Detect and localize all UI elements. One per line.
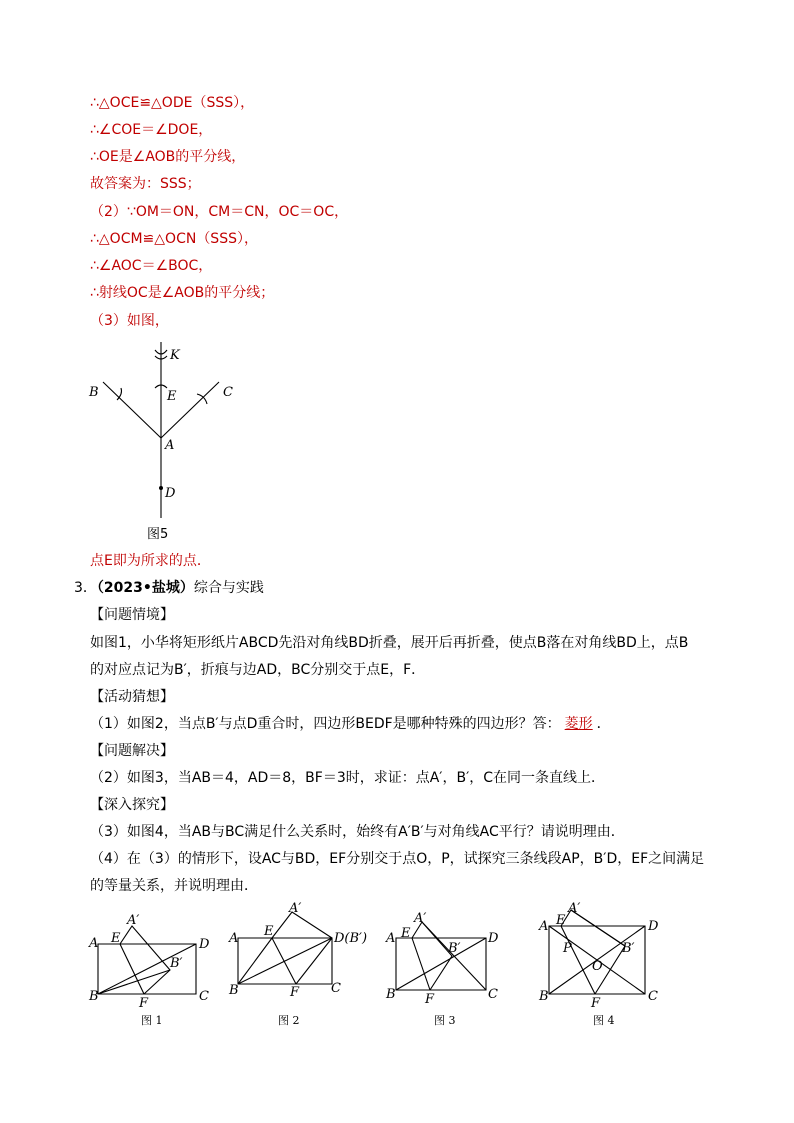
solution-line-3: ∴OE是∠AOB的平分线， [90, 149, 246, 165]
fig4-label-c: C [648, 989, 658, 1004]
fig2-label-ap: A′ [289, 901, 302, 916]
fig1-caption: 图 1 [141, 1014, 163, 1027]
figure-5 [85, 338, 265, 548]
heading-deep-exploration: 【深入探究】 [90, 797, 174, 813]
fig4-label-a: A [539, 919, 549, 934]
fig2-label-e: E [264, 924, 274, 939]
fig5-arc-b [117, 388, 122, 400]
fig1-label-c: C [199, 989, 209, 1004]
fig1-fold-ef [120, 944, 144, 994]
fig2-label-b: B [229, 983, 239, 998]
fig1-label-b: B [89, 989, 99, 1004]
fig3-label-d: D [488, 931, 499, 946]
fig2-label-f: F [290, 985, 300, 1000]
solution-line-2: ∴∠COE＝∠DOE， [90, 122, 213, 138]
fig3-label-e: E [401, 926, 411, 941]
fig4-label-ap: A′ [568, 901, 581, 916]
fig3-label-c: C [488, 987, 498, 1002]
question-1-text: （1）如图2，当点B′与点D重合时，四边形BEDF是哪种特殊的四边形？答： [90, 716, 561, 732]
problem-para-1b: 的对应点记为B′，折痕与边AD，BC分别交于点E，F． [90, 662, 426, 678]
fig5-label-k: K [170, 348, 180, 363]
fig2-caption: 图 2 [278, 1014, 300, 1027]
fig4-label-f: F [591, 996, 601, 1011]
fig1-label-f: F [139, 996, 149, 1011]
fig3-label-f: F [425, 992, 435, 1007]
fig5-caption: 图5 [147, 527, 169, 542]
solution-line-10: 点E即为所求的点． [90, 553, 211, 569]
fig3-caption: 图 3 [434, 1014, 456, 1027]
fig5-label-d: D [165, 486, 176, 501]
fig1-label-a: A [89, 936, 99, 951]
fig5-label-c: C [223, 385, 233, 400]
question-1 [90, 714, 611, 734]
fig2-label-d: D(B′) [334, 931, 368, 946]
problem-source: （2023•盐城） [96, 580, 194, 596]
fig2-label-a: A [229, 931, 239, 946]
fig5-ray-ab [103, 382, 161, 438]
fig2-fold-ef [272, 938, 296, 984]
fig2-line-be [238, 938, 272, 984]
fig3-fold-ef [412, 938, 430, 990]
problem-para-1a: 如图1，小华将矩形纸片ABCD先沿对角线BD折叠，展开后再折叠，使点B落在对角线BD上，点B [90, 635, 689, 651]
figure-4 [533, 900, 673, 1030]
heading-problem-situation: 【问题情境】 [90, 607, 174, 623]
fig3-label-ap: A′ [414, 911, 427, 926]
question-4a: （4）在（3）的情形下，设AC与BD，EF分别交于点O，P，试探究三条线段AP，B′D，EF之间满足 [90, 851, 705, 867]
fig4-fold-ef [561, 926, 595, 994]
fig5-point-d [159, 486, 163, 490]
fig2-folded-part [272, 912, 332, 938]
fig4-label-b: B [539, 989, 549, 1004]
fig3-label-b: B [386, 987, 396, 1002]
fig5-label-b: B [89, 385, 99, 400]
fig5-label-a: A [165, 438, 175, 453]
fig2-diagonal-bd [238, 938, 332, 984]
fig1-label-d: D [199, 937, 210, 952]
fig4-label-p: P [563, 941, 572, 956]
solution-line-5: （2）∵OM＝ON，CM＝CN，OC＝OC， [90, 204, 349, 220]
fig3-label-bp: B′ [448, 941, 461, 956]
fig2-line-fd [296, 938, 332, 984]
problem-number: 3． [74, 580, 97, 596]
fig1-label-ap: A′ [127, 913, 140, 928]
fig1-label-e: E [111, 931, 121, 946]
fig2-label-c: C [331, 981, 341, 996]
fig5-label-e: E [167, 389, 177, 404]
fig4-label-e: E [556, 913, 566, 928]
solution-line-7: ∴∠AOC＝∠BOC， [90, 258, 213, 274]
heading-problem-solving: 【问题解决】 [90, 743, 174, 759]
solution-line-1: ∴△OCE≌△ODE（SSS）， [90, 95, 255, 111]
figure-2 [226, 900, 376, 1030]
figure-3 [380, 906, 510, 1030]
fig3-diagonal-bd [396, 938, 486, 990]
question-2: （2）如图3，当AB＝4，AD＝8，BF＝3时，求证：点A′，B′，C在同一条直线上． [90, 770, 606, 786]
fig4-label-o: O [592, 959, 603, 974]
solution-line-8: ∴射线OC是∠AOB的平分线； [90, 285, 275, 301]
fig4-label-bp: B′ [622, 941, 635, 956]
fig3-label-a: A [386, 931, 396, 946]
fig4-caption: 图 4 [593, 1014, 615, 1027]
problem-header [74, 578, 264, 598]
solution-line-4: 故答案为：SSS； [90, 176, 201, 192]
fig4-label-d: D [648, 919, 659, 934]
question-3: （3）如图4，当AB与BC满足什么关系时，始终有A′B′与对角线AC平行？请说明理由． [90, 824, 625, 840]
problem-topic: 综合与实践 [193, 580, 264, 596]
heading-activity-guess: 【活动猜想】 [90, 689, 174, 705]
solution-line-6: ∴△OCM≌△OCN（SSS）， [90, 231, 258, 247]
fig1-label-bp: B′ [170, 956, 183, 971]
figure-1 [86, 912, 216, 1030]
question-1-answer: 菱形 [564, 716, 593, 732]
fig3-line-apc [422, 922, 486, 990]
solution-line-9: （3）如图， [90, 313, 169, 329]
question-4b: 的等量关系，并说明理由． [90, 878, 258, 894]
question-1-end: ． [596, 716, 611, 732]
